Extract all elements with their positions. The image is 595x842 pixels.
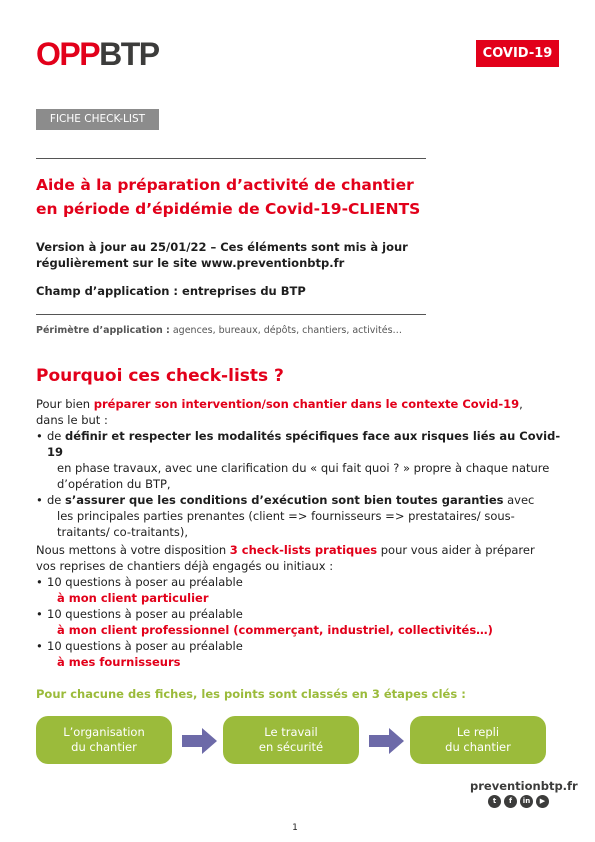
arrow-right-icon [182,728,218,754]
dispo-highlight: 3 check-lists pratiques [229,543,378,557]
divider-top [36,158,426,159]
goal-rest-line-1: en phase travaux, avec une clarification du « qui fait quoi ? » propre à chaque nature [57,461,550,475]
logo-part-btp: BTP [99,36,159,72]
checklist-text: 10 questions à poser au préalable [47,575,243,589]
intro-paragraph [36,396,566,540]
bullet-dot: • [36,575,43,589]
step-line-1: Le travail [264,725,318,739]
goal-bold: définir et respecter les modalités spécifiques face aux risques liés au Covid-19 [47,429,561,459]
checklist-target: à mes fournisseurs [57,655,181,669]
goal-rest-line-1: les principales parties prenantes (client => fournisseurs => prestataires/ sous- [57,509,515,523]
steps-title: Pour chacune des fiches, les points sont classés en 3 étapes clés : [36,687,466,701]
champ-application: Champ d’application : entreprises du BTP [36,284,306,298]
perimetre-value: agences, bureaux, dépôts, chantiers, activités… [169,325,403,336]
checklist-target: à mon client particulier [57,591,209,605]
intro-highlight: préparer son intervention/son chantier dans le contexte Covid-19 [93,397,520,411]
step-line-1: Le repli [456,725,500,739]
step-securite [223,716,359,764]
version-note [36,239,416,271]
arrow-right-icon [369,728,405,754]
dispo-line-2: vos reprises de chantiers déjà engagés ou initiaux : [36,559,334,573]
divider-bottom [36,314,426,315]
covid-badge: COVID-19 [476,40,559,67]
dispo-post: pour vous aider à préparer [377,543,535,557]
linkedin-icon[interactable]: in [520,795,533,808]
goal-pre: de [47,493,66,507]
goal-rest-line-2: d’opération du BTP, [57,477,171,491]
step-line-1: L’organisation [63,725,145,739]
logo-part-opp: OPP [36,36,100,72]
opp-btp-logo [36,38,159,70]
dispo-pre: Nous mettons à votre disposition [36,543,230,557]
step-line-2: en sécurité [258,740,324,754]
youtube-icon[interactable]: ▶ [536,795,549,808]
checklist-target: à mon client professionnel (commerçant, industriel, collectivités…) [57,623,493,637]
bullet-dot: • [36,639,43,653]
goal-pre: de [47,429,66,443]
intro-post: , [519,397,523,411]
social-links [488,795,549,808]
bullet-dot: • [36,607,43,621]
section-title: Pourquoi ces check-lists ? [36,366,284,386]
fiche-checklist-tag: FICHE CHECK-LIST [36,109,159,130]
twitter-icon[interactable]: t [488,795,501,808]
step-line-2: du chantier [445,740,511,754]
checklist-item [36,574,566,606]
step-organisation [36,716,172,764]
intro-pre: Pour bien [36,397,94,411]
version-line-2: régulièrement sur le site www.preventionbtp.fr [36,256,345,270]
goal-item [36,492,566,540]
facebook-icon[interactable]: f [504,795,517,808]
checklist-text: 10 questions à poser au préalable [47,639,243,653]
step-line-2: du chantier [71,740,137,754]
goal-post: avec [503,493,535,507]
checklist-item [36,638,566,670]
bullet-dot: • [36,429,43,443]
title-line-1: Aide à la préparation d’activité de chantier [36,176,414,194]
goal-rest-line-2: traitants/ co-traitants), [57,525,189,539]
website-link[interactable]: preventionbtp.fr [470,779,578,793]
step-repli [410,716,546,764]
goal-item [36,428,566,492]
page-number: 1 [292,823,298,833]
checklist-text: 10 questions à poser au préalable [47,607,243,621]
intro-line-2: dans le but : [36,413,108,427]
bullet-dot: • [36,493,43,507]
version-line-1: Version à jour au 25/01/22 – Ces éléments sont mis à jour [36,240,408,254]
title-line-2: en période d’épidémie de Covid-19-CLIENTS [36,200,421,218]
perimetre-application [36,324,402,337]
dispo-paragraph [36,542,566,670]
perimetre-label: Périmètre d’application : [36,325,170,336]
goal-bold: s’assurer que les conditions d’exécution sont bien toutes garanties [65,493,504,507]
checklist-item [36,606,566,638]
document-title [36,173,456,221]
